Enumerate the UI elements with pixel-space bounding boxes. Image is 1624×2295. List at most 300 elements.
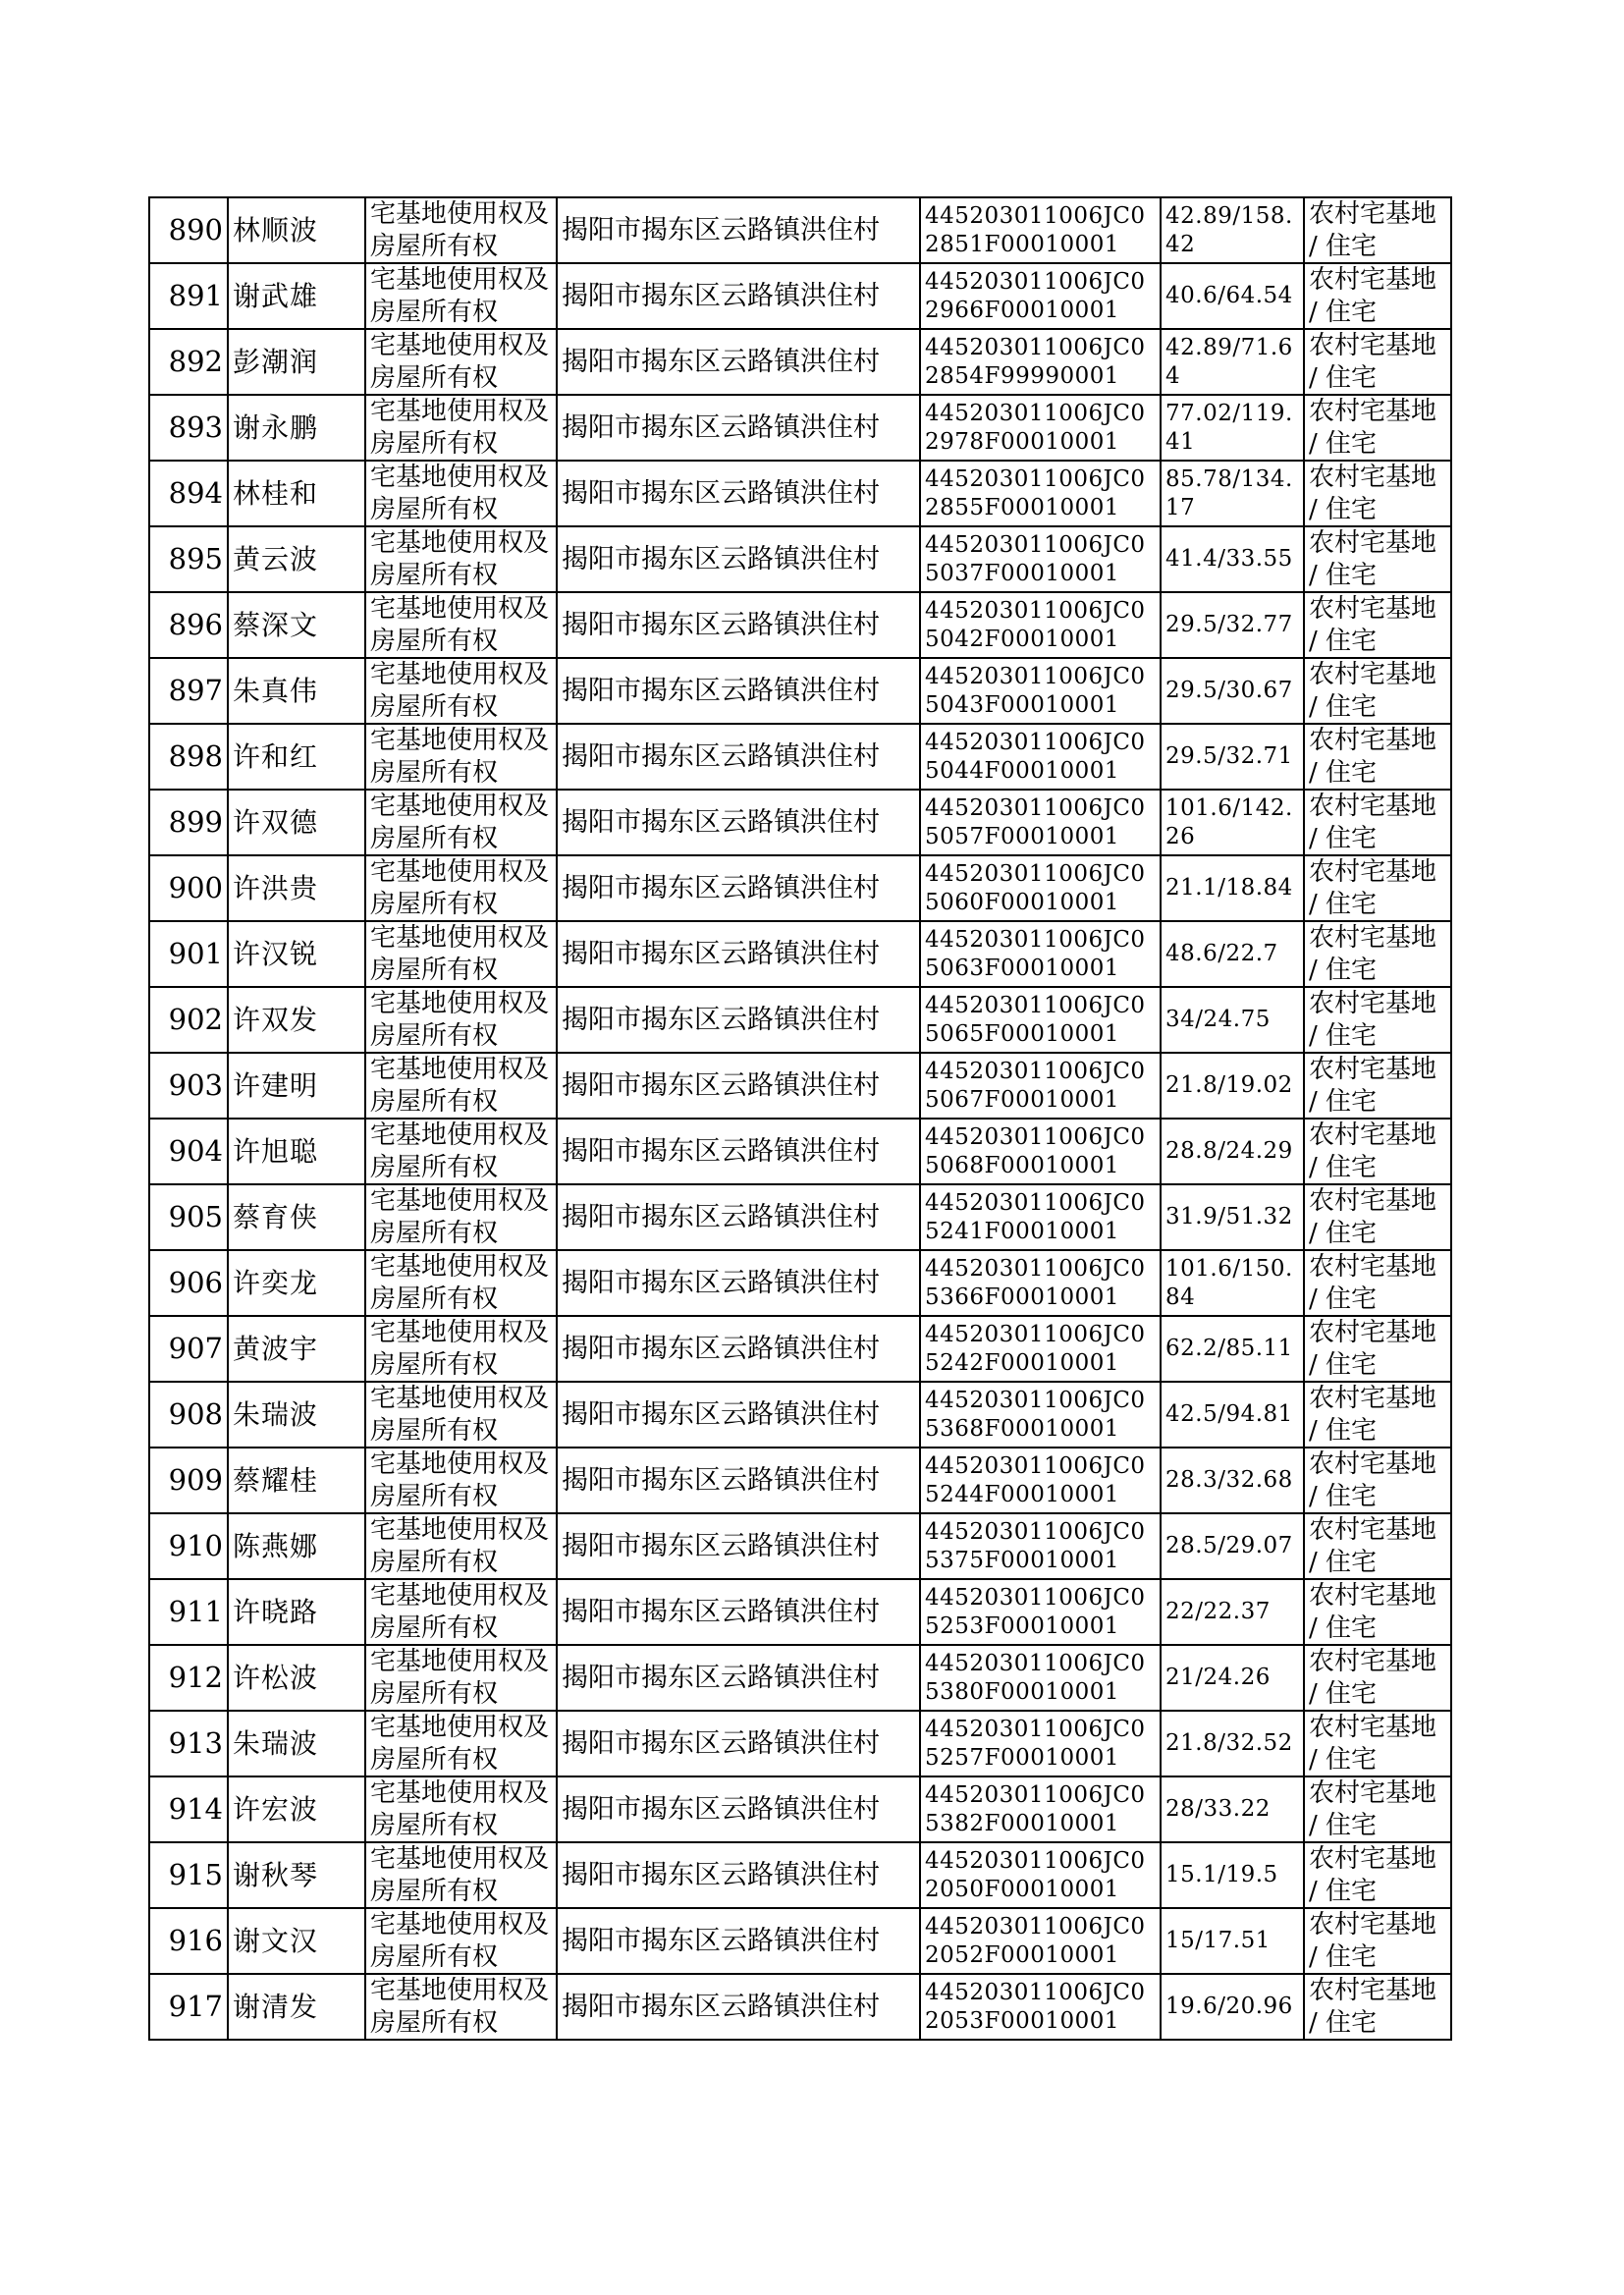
property-address-cell bbox=[557, 987, 920, 1053]
area-value-cell bbox=[1161, 921, 1304, 987]
area-value-cell bbox=[1161, 1448, 1304, 1513]
land-use-cell bbox=[1304, 1448, 1451, 1513]
owner-name: 许双德 bbox=[233, 806, 319, 839]
row-number-cell bbox=[149, 1316, 228, 1382]
area-value: 28.3/32.68 bbox=[1165, 1467, 1293, 1494]
unit-code-cell bbox=[920, 1513, 1161, 1579]
row-number: 897 bbox=[168, 674, 223, 708]
unit-code: 445203011006JC02978F00010001 bbox=[925, 400, 1146, 455]
area-value: 42.89/71.64 bbox=[1165, 334, 1293, 389]
unit-code-cell bbox=[920, 1842, 1161, 1908]
table-row bbox=[149, 1842, 1451, 1908]
table-row bbox=[149, 197, 1451, 263]
land-use: 农村宅基地 / 住宅 bbox=[1309, 1976, 1437, 2038]
row-number: 903 bbox=[168, 1068, 223, 1103]
unit-code: 445203011006JC02966F00010001 bbox=[925, 268, 1146, 323]
right-type-cell bbox=[365, 1184, 557, 1250]
owner-name-cell bbox=[228, 658, 365, 724]
right-type-cell bbox=[365, 1908, 557, 1974]
unit-code-cell bbox=[920, 1053, 1161, 1119]
right-type: 宅基地使用权及房屋所有权 bbox=[370, 660, 550, 722]
property-address-cell bbox=[557, 1908, 920, 1974]
land-use-cell bbox=[1304, 1316, 1451, 1382]
land-use: 农村宅基地 / 住宅 bbox=[1309, 1910, 1437, 1972]
unit-code-cell bbox=[920, 592, 1161, 658]
land-use-cell bbox=[1304, 1184, 1451, 1250]
unit-code-cell bbox=[920, 1184, 1161, 1250]
area-value: 42.89/158.42 bbox=[1165, 202, 1293, 257]
unit-code-cell bbox=[920, 395, 1161, 461]
unit-code-cell bbox=[920, 1250, 1161, 1316]
row-number: 890 bbox=[168, 213, 223, 247]
unit-code: 445203011006JC02854F99990001 bbox=[925, 334, 1146, 389]
area-value: 21.8/32.52 bbox=[1165, 1730, 1293, 1757]
property-address-cell bbox=[557, 921, 920, 987]
land-use: 农村宅基地 / 住宅 bbox=[1309, 1449, 1437, 1511]
right-type-cell bbox=[365, 1842, 557, 1908]
unit-code: 445203011006JC02050F00010001 bbox=[925, 1847, 1146, 1902]
land-use-cell bbox=[1304, 1053, 1451, 1119]
property-address: 揭阳市揭东区云路镇洪住村 bbox=[562, 675, 880, 706]
owner-name: 许和红 bbox=[233, 740, 319, 773]
owner-name: 许双发 bbox=[233, 1004, 319, 1036]
property-address-cell bbox=[557, 790, 920, 855]
owner-name: 许奕龙 bbox=[233, 1267, 319, 1299]
area-value-cell bbox=[1161, 790, 1304, 855]
table-row bbox=[149, 1250, 1451, 1316]
right-type: 宅基地使用权及房屋所有权 bbox=[370, 1844, 550, 1906]
owner-name: 蔡育侠 bbox=[233, 1201, 319, 1233]
row-number: 914 bbox=[168, 1792, 223, 1827]
land-use-cell bbox=[1304, 592, 1451, 658]
land-use: 农村宅基地 / 住宅 bbox=[1309, 1713, 1437, 1775]
land-use: 农村宅基地 / 住宅 bbox=[1309, 1120, 1437, 1182]
owner-name: 许洪贵 bbox=[233, 872, 319, 904]
area-value-cell bbox=[1161, 197, 1304, 263]
row-number-cell bbox=[149, 1711, 228, 1776]
property-address: 揭阳市揭东区云路镇洪住村 bbox=[562, 740, 880, 772]
owner-name-cell bbox=[228, 592, 365, 658]
right-type: 宅基地使用权及房屋所有权 bbox=[370, 989, 550, 1051]
right-type-cell bbox=[365, 1119, 557, 1184]
area-value-cell bbox=[1161, 1119, 1304, 1184]
unit-code: 445203011006JC05244F00010001 bbox=[925, 1452, 1146, 1507]
row-number-cell bbox=[149, 1579, 228, 1645]
unit-code: 445203011006JC05065F00010001 bbox=[925, 992, 1146, 1047]
unit-code: 445203011006JC05037F00010001 bbox=[925, 531, 1146, 586]
owner-name: 林顺波 bbox=[233, 214, 319, 246]
area-value-cell bbox=[1161, 1645, 1304, 1711]
unit-code: 445203011006JC05057F00010001 bbox=[925, 794, 1146, 849]
table-row bbox=[149, 1053, 1451, 1119]
row-number: 908 bbox=[168, 1397, 223, 1432]
owner-name-cell bbox=[228, 1053, 365, 1119]
right-type: 宅基地使用权及房屋所有权 bbox=[370, 726, 550, 788]
row-number-cell bbox=[149, 329, 228, 395]
row-number-cell bbox=[149, 1448, 228, 1513]
table-row bbox=[149, 1316, 1451, 1382]
owner-name-cell bbox=[228, 1119, 365, 1184]
unit-code: 445203011006JC05241F00010001 bbox=[925, 1189, 1146, 1244]
row-number: 905 bbox=[168, 1200, 223, 1234]
unit-code-cell bbox=[920, 790, 1161, 855]
right-type: 宅基地使用权及房屋所有权 bbox=[370, 528, 550, 590]
property-address: 揭阳市揭东区云路镇洪住村 bbox=[562, 1793, 880, 1825]
land-use-cell bbox=[1304, 1119, 1451, 1184]
area-value-cell bbox=[1161, 1908, 1304, 1974]
right-type-cell bbox=[365, 1711, 557, 1776]
table-row bbox=[149, 1645, 1451, 1711]
row-number: 902 bbox=[168, 1003, 223, 1037]
unit-code-cell bbox=[920, 1645, 1161, 1711]
property-address-cell bbox=[557, 1250, 920, 1316]
property-address-cell bbox=[557, 395, 920, 461]
land-use-cell bbox=[1304, 1513, 1451, 1579]
unit-code-cell bbox=[920, 329, 1161, 395]
property-address: 揭阳市揭东区云路镇洪住村 bbox=[562, 1925, 880, 1956]
land-use-cell bbox=[1304, 1974, 1451, 2040]
row-number-cell bbox=[149, 790, 228, 855]
right-type-cell bbox=[365, 1448, 557, 1513]
table-row bbox=[149, 592, 1451, 658]
property-address: 揭阳市揭东区云路镇洪住村 bbox=[562, 806, 880, 838]
right-type: 宅基地使用权及房屋所有权 bbox=[370, 331, 550, 393]
owner-name: 朱真伟 bbox=[233, 675, 319, 707]
area-value: 21.1/18.84 bbox=[1165, 875, 1293, 902]
owner-name: 许松波 bbox=[233, 1662, 319, 1694]
unit-code-cell bbox=[920, 1382, 1161, 1448]
right-type: 宅基地使用权及房屋所有权 bbox=[370, 1384, 550, 1446]
area-value: 48.6/22.7 bbox=[1165, 941, 1278, 967]
owner-name-cell bbox=[228, 1908, 365, 1974]
area-value-cell bbox=[1161, 1776, 1304, 1842]
property-address-cell bbox=[557, 592, 920, 658]
unit-code-cell bbox=[920, 461, 1161, 526]
owner-name: 谢武雄 bbox=[233, 280, 319, 312]
area-value: 62.2/85.11 bbox=[1165, 1336, 1293, 1362]
owner-name: 谢清发 bbox=[233, 1991, 319, 2023]
owner-name-cell bbox=[228, 329, 365, 395]
property-address-cell bbox=[557, 526, 920, 592]
land-use: 农村宅基地 / 住宅 bbox=[1309, 1515, 1437, 1577]
right-type: 宅基地使用权及房屋所有权 bbox=[370, 923, 550, 985]
unit-code: 445203011006JC05366F00010001 bbox=[925, 1255, 1146, 1310]
land-use-cell bbox=[1304, 790, 1451, 855]
land-use: 农村宅基地 / 住宅 bbox=[1309, 1384, 1437, 1446]
property-address-cell bbox=[557, 855, 920, 921]
right-type-cell bbox=[365, 1316, 557, 1382]
row-number: 898 bbox=[168, 739, 223, 774]
registry-table bbox=[148, 196, 1452, 2041]
row-number: 896 bbox=[168, 608, 223, 642]
row-number-cell bbox=[149, 1184, 228, 1250]
land-use-cell bbox=[1304, 1382, 1451, 1448]
row-number-cell bbox=[149, 1382, 228, 1448]
table-row bbox=[149, 790, 1451, 855]
row-number-cell bbox=[149, 1974, 228, 2040]
property-address: 揭阳市揭东区云路镇洪住村 bbox=[562, 543, 880, 574]
table-row bbox=[149, 1711, 1451, 1776]
area-value-cell bbox=[1161, 329, 1304, 395]
row-number: 917 bbox=[168, 1990, 223, 2024]
table-row bbox=[149, 526, 1451, 592]
owner-name-cell bbox=[228, 1513, 365, 1579]
land-use: 农村宅基地 / 住宅 bbox=[1309, 660, 1437, 722]
row-number: 901 bbox=[168, 937, 223, 971]
property-address: 揭阳市揭东区云路镇洪住村 bbox=[562, 1530, 880, 1561]
unit-code-cell bbox=[920, 987, 1161, 1053]
unit-code: 445203011006JC05042F00010001 bbox=[925, 597, 1146, 652]
property-address-cell bbox=[557, 724, 920, 790]
unit-code: 445203011006JC02052F00010001 bbox=[925, 1913, 1146, 1968]
property-address-cell bbox=[557, 1119, 920, 1184]
right-type-cell bbox=[365, 724, 557, 790]
land-use-cell bbox=[1304, 1645, 1451, 1711]
area-value: 101.6/142.26 bbox=[1165, 794, 1293, 849]
land-use: 农村宅基地 / 住宅 bbox=[1309, 726, 1437, 788]
land-use: 农村宅基地 / 住宅 bbox=[1309, 331, 1437, 393]
property-address: 揭阳市揭东区云路镇洪住村 bbox=[562, 346, 880, 377]
property-address-cell bbox=[557, 1645, 920, 1711]
right-type: 宅基地使用权及房屋所有权 bbox=[370, 265, 550, 327]
property-address: 揭阳市揭东区云路镇洪住村 bbox=[562, 1464, 880, 1496]
unit-code-cell bbox=[920, 855, 1161, 921]
right-type: 宅基地使用权及房屋所有权 bbox=[370, 1120, 550, 1182]
area-value: 101.6/150.84 bbox=[1165, 1255, 1293, 1310]
right-type: 宅基地使用权及房屋所有权 bbox=[370, 1449, 550, 1511]
owner-name: 许宏波 bbox=[233, 1793, 319, 1826]
area-value: 42.5/94.81 bbox=[1165, 1401, 1293, 1428]
unit-code-cell bbox=[920, 724, 1161, 790]
property-address-cell bbox=[557, 1974, 920, 2040]
owner-name: 许旭聪 bbox=[233, 1135, 319, 1168]
owner-name-cell bbox=[228, 1645, 365, 1711]
owner-name: 许晓路 bbox=[233, 1596, 319, 1628]
property-address: 揭阳市揭东区云路镇洪住村 bbox=[562, 1201, 880, 1232]
table-row bbox=[149, 855, 1451, 921]
row-number-cell bbox=[149, 1250, 228, 1316]
row-number-cell bbox=[149, 395, 228, 461]
land-use-cell bbox=[1304, 263, 1451, 329]
land-use: 农村宅基地 / 住宅 bbox=[1309, 528, 1437, 590]
property-address-cell bbox=[557, 1776, 920, 1842]
unit-code: 445203011006JC05257F00010001 bbox=[925, 1716, 1146, 1771]
owner-name: 朱瑞波 bbox=[233, 1727, 319, 1760]
owner-name-cell bbox=[228, 526, 365, 592]
table-row bbox=[149, 263, 1451, 329]
unit-code: 445203011006JC05068F00010001 bbox=[925, 1123, 1146, 1178]
owner-name-cell bbox=[228, 1184, 365, 1250]
owner-name-cell bbox=[228, 790, 365, 855]
right-type-cell bbox=[365, 592, 557, 658]
right-type-cell bbox=[365, 790, 557, 855]
area-value: 21/24.26 bbox=[1165, 1665, 1271, 1691]
area-value: 15.1/19.5 bbox=[1165, 1862, 1278, 1888]
area-value: 28.5/29.07 bbox=[1165, 1533, 1293, 1559]
area-value-cell bbox=[1161, 1316, 1304, 1382]
unit-code-cell bbox=[920, 1579, 1161, 1645]
property-address-cell bbox=[557, 1579, 920, 1645]
land-use-cell bbox=[1304, 658, 1451, 724]
right-type: 宅基地使用权及房屋所有权 bbox=[370, 397, 550, 459]
area-value: 29.5/32.77 bbox=[1165, 612, 1293, 638]
area-value-cell bbox=[1161, 987, 1304, 1053]
unit-code: 445203011006JC02851F00010001 bbox=[925, 202, 1146, 257]
table-row bbox=[149, 921, 1451, 987]
property-address-cell bbox=[557, 461, 920, 526]
right-type: 宅基地使用权及房屋所有权 bbox=[370, 1910, 550, 1972]
owner-name-cell bbox=[228, 1579, 365, 1645]
property-address: 揭阳市揭东区云路镇洪住村 bbox=[562, 1069, 880, 1101]
table-row bbox=[149, 1119, 1451, 1184]
land-use-cell bbox=[1304, 921, 1451, 987]
area-value-cell bbox=[1161, 1711, 1304, 1776]
owner-name-cell bbox=[228, 263, 365, 329]
right-type-cell bbox=[365, 1645, 557, 1711]
area-value-cell bbox=[1161, 855, 1304, 921]
row-number: 900 bbox=[168, 871, 223, 905]
right-type-cell bbox=[365, 1382, 557, 1448]
property-address-cell bbox=[557, 329, 920, 395]
land-use-cell bbox=[1304, 1776, 1451, 1842]
table-row bbox=[149, 461, 1451, 526]
right-type-cell bbox=[365, 461, 557, 526]
unit-code-cell bbox=[920, 197, 1161, 263]
right-type-cell bbox=[365, 263, 557, 329]
row-number-cell bbox=[149, 592, 228, 658]
land-use-cell bbox=[1304, 1842, 1451, 1908]
unit-code: 445203011006JC05043F00010001 bbox=[925, 663, 1146, 718]
owner-name: 蔡耀桂 bbox=[233, 1464, 319, 1497]
table-row bbox=[149, 1776, 1451, 1842]
row-number-cell bbox=[149, 1908, 228, 1974]
land-use-cell bbox=[1304, 395, 1451, 461]
owner-name: 黄波宇 bbox=[233, 1333, 319, 1365]
right-type: 宅基地使用权及房屋所有权 bbox=[370, 463, 550, 524]
property-address: 揭阳市揭东区云路镇洪住村 bbox=[562, 1991, 880, 2022]
right-type: 宅基地使用权及房屋所有权 bbox=[370, 1252, 550, 1314]
unit-code: 445203011006JC05368F00010001 bbox=[925, 1387, 1146, 1442]
area-value: 40.6/64.54 bbox=[1165, 283, 1293, 309]
land-use: 农村宅基地 / 住宅 bbox=[1309, 857, 1437, 919]
row-number: 894 bbox=[168, 476, 223, 511]
owner-name-cell bbox=[228, 724, 365, 790]
property-address: 揭阳市揭东区云路镇洪住村 bbox=[562, 1135, 880, 1167]
row-number: 912 bbox=[168, 1661, 223, 1695]
land-use-cell bbox=[1304, 526, 1451, 592]
area-value: 21.8/19.02 bbox=[1165, 1072, 1293, 1099]
property-address: 揭阳市揭东区云路镇洪住村 bbox=[562, 280, 880, 311]
property-address: 揭阳市揭东区云路镇洪住村 bbox=[562, 1004, 880, 1035]
owner-name-cell bbox=[228, 1842, 365, 1908]
row-number: 892 bbox=[168, 345, 223, 379]
table-row bbox=[149, 1974, 1451, 2040]
land-use-cell bbox=[1304, 1250, 1451, 1316]
land-use: 农村宅基地 / 住宅 bbox=[1309, 792, 1437, 853]
right-type-cell bbox=[365, 526, 557, 592]
row-number: 909 bbox=[168, 1463, 223, 1498]
registry-table-body bbox=[149, 197, 1451, 2040]
unit-code-cell bbox=[920, 1711, 1161, 1776]
owner-name-cell bbox=[228, 395, 365, 461]
unit-code-cell bbox=[920, 1448, 1161, 1513]
row-number-cell bbox=[149, 263, 228, 329]
owner-name-cell bbox=[228, 197, 365, 263]
table-row bbox=[149, 1513, 1451, 1579]
table-row bbox=[149, 1579, 1451, 1645]
table-row bbox=[149, 1184, 1451, 1250]
right-type-cell bbox=[365, 987, 557, 1053]
owner-name: 谢永鹏 bbox=[233, 411, 319, 444]
owner-name-cell bbox=[228, 1776, 365, 1842]
area-value-cell bbox=[1161, 724, 1304, 790]
unit-code: 445203011006JC05242F00010001 bbox=[925, 1321, 1146, 1376]
land-use: 农村宅基地 / 住宅 bbox=[1309, 1647, 1437, 1709]
owner-name: 彭潮润 bbox=[233, 346, 319, 378]
land-use-cell bbox=[1304, 1711, 1451, 1776]
right-type-cell bbox=[365, 1250, 557, 1316]
owner-name-cell bbox=[228, 1448, 365, 1513]
land-use: 农村宅基地 / 住宅 bbox=[1309, 1055, 1437, 1117]
owner-name-cell bbox=[228, 1250, 365, 1316]
right-type: 宅基地使用权及房屋所有权 bbox=[370, 857, 550, 919]
property-address: 揭阳市揭东区云路镇洪住村 bbox=[562, 938, 880, 969]
unit-code-cell bbox=[920, 1316, 1161, 1382]
right-type-cell bbox=[365, 1974, 557, 2040]
owner-name-cell bbox=[228, 987, 365, 1053]
area-value: 22/22.37 bbox=[1165, 1599, 1271, 1625]
unit-code: 445203011006JC05060F00010001 bbox=[925, 860, 1146, 915]
land-use: 农村宅基地 / 住宅 bbox=[1309, 594, 1437, 656]
owner-name-cell bbox=[228, 1382, 365, 1448]
row-number-cell bbox=[149, 724, 228, 790]
land-use: 农村宅基地 / 住宅 bbox=[1309, 1252, 1437, 1314]
land-use: 农村宅基地 / 住宅 bbox=[1309, 1778, 1437, 1840]
right-type: 宅基地使用权及房屋所有权 bbox=[370, 1713, 550, 1775]
unit-code: 445203011006JC05382F00010001 bbox=[925, 1781, 1146, 1836]
property-address: 揭阳市揭东区云路镇洪住村 bbox=[562, 1398, 880, 1430]
row-number: 899 bbox=[168, 805, 223, 840]
right-type: 宅基地使用权及房屋所有权 bbox=[370, 199, 550, 261]
right-type: 宅基地使用权及房屋所有权 bbox=[370, 594, 550, 656]
land-use-cell bbox=[1304, 855, 1451, 921]
right-type: 宅基地使用权及房屋所有权 bbox=[370, 1778, 550, 1840]
area-value: 77.02/119.41 bbox=[1165, 400, 1293, 455]
right-type-cell bbox=[365, 329, 557, 395]
right-type-cell bbox=[365, 1579, 557, 1645]
land-use-cell bbox=[1304, 724, 1451, 790]
land-use: 农村宅基地 / 住宅 bbox=[1309, 1318, 1437, 1380]
area-value-cell bbox=[1161, 1842, 1304, 1908]
row-number: 904 bbox=[168, 1134, 223, 1169]
owner-name-cell bbox=[228, 921, 365, 987]
owner-name: 谢文汉 bbox=[233, 1925, 319, 1957]
property-address-cell bbox=[557, 1448, 920, 1513]
area-value-cell bbox=[1161, 1184, 1304, 1250]
unit-code-cell bbox=[920, 1908, 1161, 1974]
table-row bbox=[149, 724, 1451, 790]
right-type: 宅基地使用权及房屋所有权 bbox=[370, 1976, 550, 2038]
land-use: 农村宅基地 / 住宅 bbox=[1309, 923, 1437, 985]
property-address: 揭阳市揭东区云路镇洪住村 bbox=[562, 1727, 880, 1759]
unit-code: 445203011006JC02855F00010001 bbox=[925, 465, 1146, 520]
property-address-cell bbox=[557, 197, 920, 263]
right-type-cell bbox=[365, 921, 557, 987]
area-value-cell bbox=[1161, 461, 1304, 526]
row-number: 907 bbox=[168, 1332, 223, 1366]
table-row bbox=[149, 1448, 1451, 1513]
row-number-cell bbox=[149, 1645, 228, 1711]
